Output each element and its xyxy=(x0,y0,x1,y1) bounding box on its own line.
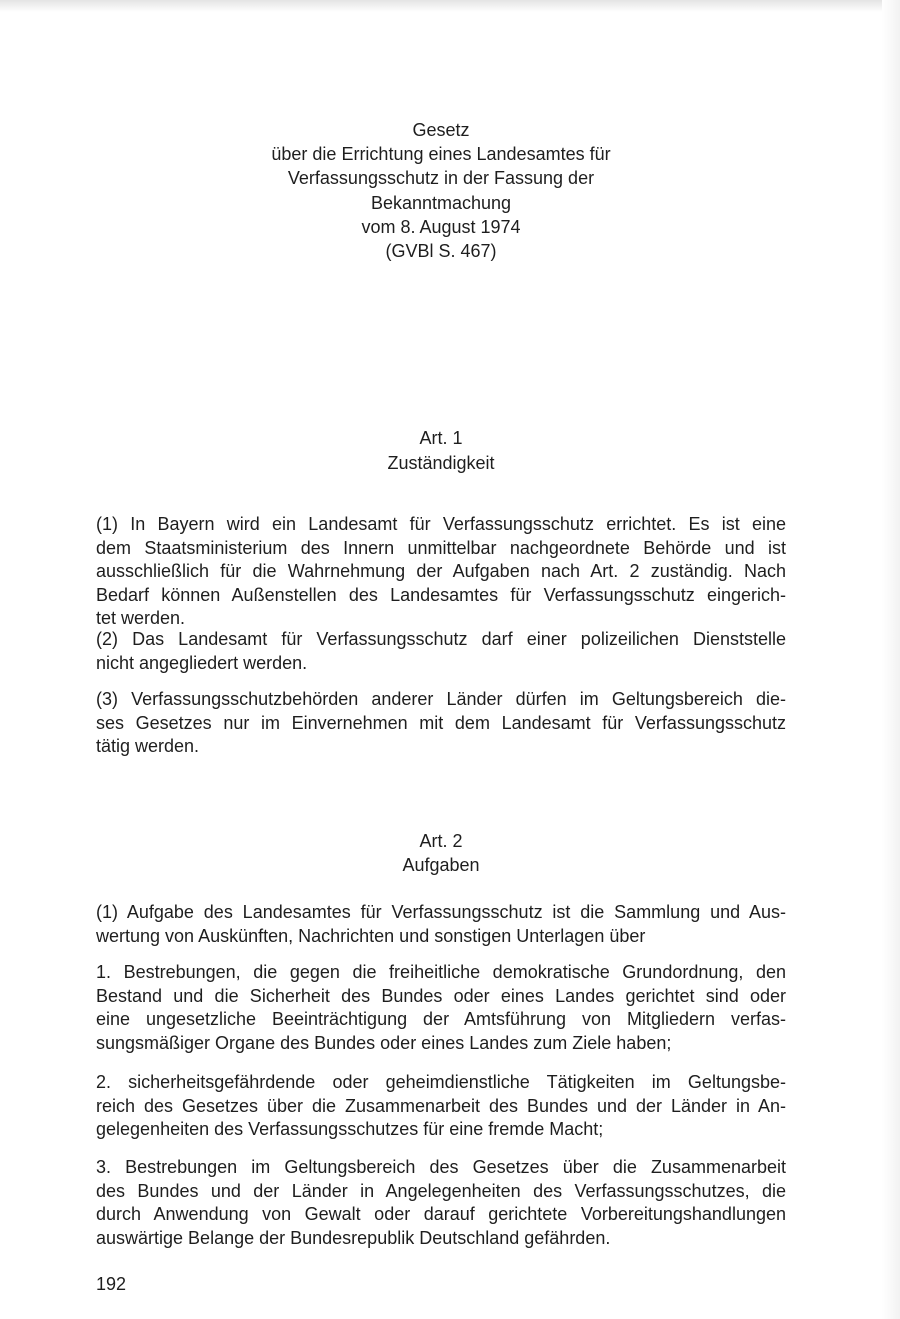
scan-top-edge xyxy=(0,0,900,12)
text-line: des Bundes und der Länder in Angelegenheiten des Verfassungsschutzes, die xyxy=(96,1180,786,1201)
text-line: (3) Verfassungsschutzbehörden anderer Länder dürfen im Geltungsbereich die- xyxy=(96,689,786,709)
page-number: 192 xyxy=(96,1274,127,1294)
art2-item-2 xyxy=(96,1071,786,1142)
art1-paragraph-3 xyxy=(96,688,786,759)
text-line: sungsmäßiger Organe des Bundes oder eines Landes zum Ziele haben; xyxy=(96,1032,672,1053)
text-line: Bedarf können Außenstellen des Landesamtes für Verfassungsschutz eingerich- xyxy=(96,584,786,605)
title-line: vom 8. August 1974 xyxy=(361,216,521,237)
scan-right-edge xyxy=(882,0,900,1319)
art2-item-3 xyxy=(96,1156,786,1250)
title-line: über die Errichtung eines Landesamtes für xyxy=(271,144,611,165)
title-line: Bekanntmachung xyxy=(370,192,512,213)
text-line: (2) Das Landesamt für Verfassungsschutz darf einer polizeilichen Dienststelle xyxy=(96,629,786,649)
text-line: dem Staatsministerium des Innern unmittelbar nachgeordnete Behörde und ist xyxy=(96,537,786,558)
text-line: gelegenheiten des Verfassungsschutzes für eine fremde Macht; xyxy=(96,1119,604,1140)
text-line: nicht angegliedert werden. xyxy=(96,652,308,673)
title-line: Gesetz xyxy=(412,120,470,140)
art1-heading: Zuständigkeit xyxy=(387,453,495,473)
law-title xyxy=(96,118,786,263)
title-line: Verfassungsschutz in der Fassung der xyxy=(287,168,595,189)
text-line: auswärtige Belange der Bundesrepublik Deutschland gefährden. xyxy=(96,1227,611,1248)
text-line: (1) In Bayern wird ein Landesamt für Verfassungsschutz errichtet. Es ist eine xyxy=(96,514,786,534)
text-line: eine ungesetzliche Beeinträchtigung der Amtsführung von Mitgliedern verfas- xyxy=(96,1009,786,1030)
art1-paragraph-1 xyxy=(96,513,786,631)
text-line: tätig werden. xyxy=(96,736,200,757)
text-line: 2. sicherheitsgefährdende oder geheimdienstliche Tätigkeiten im Geltungsbe- xyxy=(96,1072,786,1092)
art2-number: Art. 2 xyxy=(419,831,463,851)
art1-paragraph-2 xyxy=(96,628,786,675)
text-line: (1) Aufgabe des Landesamtes für Verfassungsschutz ist die Sammlung und Aus- xyxy=(96,902,786,922)
text-line: 1. Bestrebungen, die gegen die freiheitliche demokratische Grundordnung, den xyxy=(96,962,786,982)
text-line: wertung von Auskünften, Nachrichten und sonstigen Unterlagen über xyxy=(96,925,646,946)
art2-paragraph-1 xyxy=(96,901,786,948)
title-line: (GVBl S. 467) xyxy=(385,241,497,262)
text-line: 3. Bestrebungen im Geltungsbereich des Gesetzes über die Zusammenarbeit xyxy=(96,1157,786,1177)
text-line: ausschließlich für die Wahrnehmung der Aufgaben nach Art. 2 zuständig. Nach xyxy=(96,561,786,582)
text-line: ses Gesetzes nur im Einvernehmen mit dem Landesamt für Verfassungsschutz xyxy=(96,712,786,733)
art1-number: Art. 1 xyxy=(419,428,463,448)
text-line: reich des Gesetzes über die Zusammenarbeit des Bundes und der Länder in An- xyxy=(96,1095,786,1116)
text-line: durch Anwendung von Gewalt oder darauf gerichtete Vorbereitungshandlungen xyxy=(96,1204,786,1225)
art2-heading: Aufgaben xyxy=(402,855,480,875)
text-line: tet werden. xyxy=(96,608,186,629)
text-line: Bestand und die Sicherheit des Bundes oder eines Landes gerichtet sind oder xyxy=(96,985,786,1006)
art2-item-1 xyxy=(96,961,786,1055)
